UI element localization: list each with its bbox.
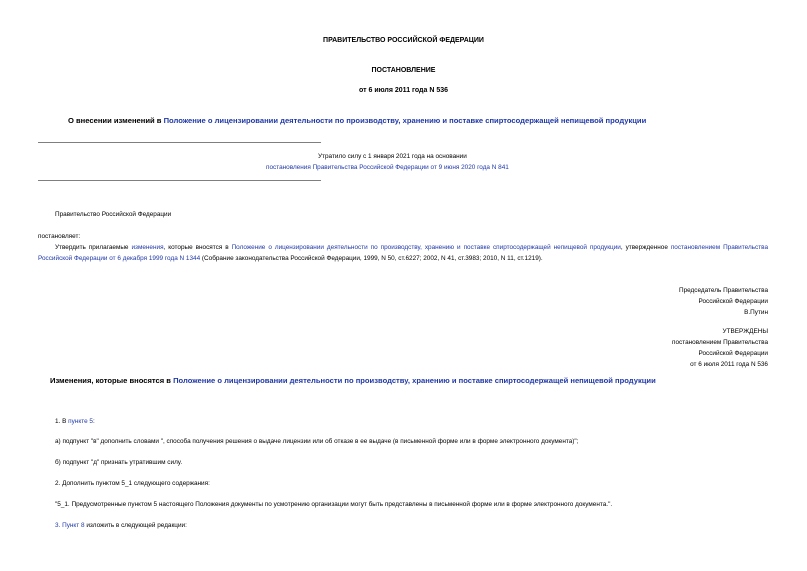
approved-block <box>672 326 768 370</box>
signature-name: В.Путин <box>744 309 768 316</box>
status-line-1: Утратило силу с 1 января 2021 года на основании <box>318 153 467 160</box>
status-top-divider <box>38 142 321 143</box>
signature-block <box>679 285 768 318</box>
p1-text-b: , которые вносятся в <box>163 244 232 251</box>
signature-country: Российской Федерации <box>698 298 768 305</box>
changes-title-prefix: Изменения, которые вносятся в <box>50 376 174 385</box>
doc-title <box>68 116 646 125</box>
approved-date: от 6 июля 2011 года N 536 <box>690 361 768 368</box>
resolution-paragraph <box>38 242 768 264</box>
item-1-prefix: 1. В <box>55 418 69 425</box>
item-3-point8-link[interactable]: Пункт 8 <box>62 522 85 529</box>
item-3-number: 3. <box>55 522 63 529</box>
status-repeal-link[interactable]: постановления Правительства Российской Федерации от 9 июня 2020 года N 841 <box>266 164 509 171</box>
regulation-link[interactable]: Положение о лицензировании деятельности по производству, хранению и поставке спиртосодержащей непищевой продукции <box>231 244 621 251</box>
doc-title-link[interactable]: Положение о лицензировании деятельности по производству, хранению и поставке спиртосодержащей непищевой продукции <box>163 116 647 125</box>
approved-heading: УТВЕРЖДЕНЫ <box>722 328 768 335</box>
item-3-rest: изложить в следующей редакции: <box>84 522 187 529</box>
approved-by: постановлением Правительства <box>672 339 768 346</box>
signature-position: Председатель Правительства <box>679 287 768 294</box>
changes-link[interactable]: изменения <box>131 244 164 251</box>
date-number: от 6 июля 2011 года N 536 <box>359 87 448 94</box>
resolves-label: постановляет: <box>38 233 81 240</box>
changes-title-link[interactable]: Положение о лицензировании деятельности по производству, хранению и поставке спиртосодержащей непищевой продукции <box>173 376 656 385</box>
item-2-text: "5_1. Предусмотренные пунктом 5 настоящего Положения документы по усмотрению организации могут быть представлены в письменной форме или в форме электронного документа.". <box>55 501 613 508</box>
item-1 <box>55 418 95 425</box>
item-1-point5-link[interactable]: пункте 5 <box>68 418 93 425</box>
approved-country: Российской Федерации <box>698 350 768 357</box>
item-3 <box>55 522 187 529</box>
item-1-a: а) подпункт "в" дополнить словами ", способа получения решения о выдаче лицензии или об отказе в ее выдаче (в письменной форме или в форме электронного документа)"; <box>55 438 579 445</box>
status-bottom-divider <box>38 180 321 181</box>
item-1-b: б) подпункт "д" признать утратившим силу. <box>55 459 183 466</box>
org-heading: ПРАВИТЕЛЬСТВО РОССИЙСКОЙ ФЕДЕРАЦИИ <box>323 37 484 44</box>
p1-text-c: , утвержденное <box>620 244 671 251</box>
item-1-suffix: : <box>92 418 95 425</box>
item-2: 2. Дополнить пунктом 5_1 следующего содержания: <box>55 480 210 487</box>
p1-text-d: (Собрание законодательства Российской Федерации, 1999, N 50, ст.6227; 2002, N 41, ст.3983; 2010, N 11, ст.1219). <box>200 255 543 262</box>
p1-text-a: Утвердить прилагаемые <box>55 244 132 251</box>
government-label: Правительство Российской Федерации <box>55 211 172 218</box>
changes-title <box>50 376 656 385</box>
doc-type-heading: ПОСТАНОВЛЕНИЕ <box>371 67 436 74</box>
resolution-1344-link[interactable]: постановлением Правительства Российской Федерации от 6 декабря 1999 года N 1344 <box>38 244 769 262</box>
doc-title-prefix: О внесении изменений в <box>68 116 164 125</box>
